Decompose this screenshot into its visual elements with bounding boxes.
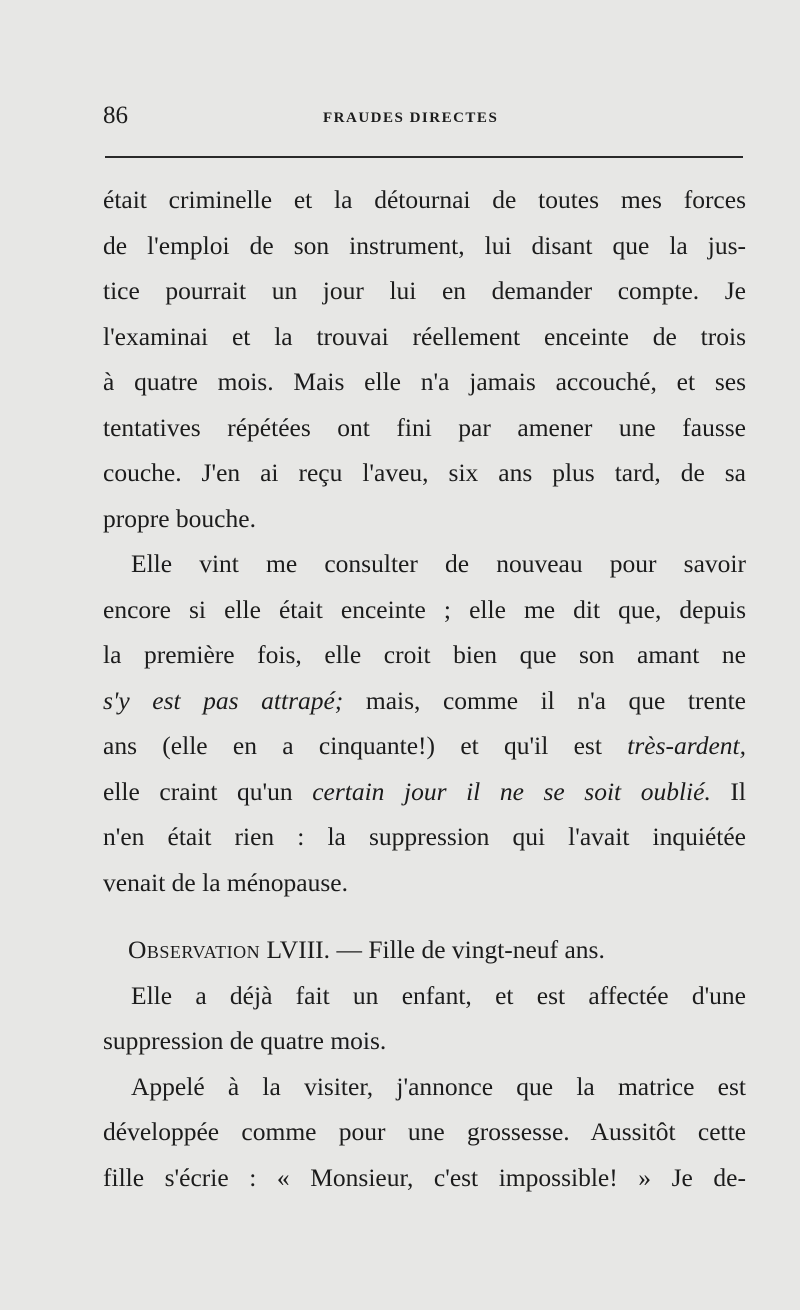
observation-title: — Fille de vingt-neuf ans. bbox=[330, 935, 605, 964]
text-line: la première fois, elle croit bien que son amant ne bbox=[103, 640, 746, 669]
text-line: de l'emploi de son instrument, lui disant que la jus- bbox=[103, 230, 746, 260]
observation-label: Observation bbox=[128, 935, 261, 964]
running-title: FRAUDES DIRECTES bbox=[323, 110, 499, 126]
header-rule bbox=[105, 156, 743, 158]
text-line: encore si elle était enceinte ; elle me dit que, depuis bbox=[103, 594, 746, 624]
text-line: tice pourrait un jour lui en demander compte. Je bbox=[103, 276, 746, 305]
page-number: 86 bbox=[103, 102, 128, 129]
observation-heading bbox=[103, 927, 746, 973]
text-line: tentatives répétées ont fini par amener une fausse bbox=[103, 412, 746, 442]
text-line: Elle a déjà fait un enfant, et est affectée d'une bbox=[131, 980, 746, 1010]
text-fragment: ans (elle en a cinquante!) et qu'il est bbox=[103, 731, 628, 760]
text-line bbox=[103, 769, 746, 815]
body-text bbox=[103, 177, 746, 905]
text-fragment: Il bbox=[710, 776, 746, 806]
text-line: n'en était rien : la suppression qui l'avait inquiétée bbox=[103, 822, 746, 851]
observation-section bbox=[103, 927, 746, 1200]
text-line: l'examinai et la trouvai réellement enceinte de trois bbox=[103, 321, 746, 351]
observation-number: LVIII. bbox=[260, 935, 331, 964]
text-line: à quatre mois. Mais elle n'a jamais accouché, et ses bbox=[103, 367, 746, 396]
text-line: Appelé à la visiter, j'annonce que la matrice est bbox=[131, 1071, 746, 1101]
text-line: développée comme pour une grossesse. Aussitôt cette bbox=[103, 1117, 746, 1146]
text-line bbox=[103, 723, 746, 769]
text-line: suppression de quatre mois. bbox=[103, 1026, 387, 1055]
italic-text: très-ardent, bbox=[627, 731, 746, 760]
text-line: fille s'écrie : « Monsieur, c'est impossible! » Je de- bbox=[103, 1162, 746, 1192]
text-fragment: mais, comme il n'a que trente bbox=[343, 685, 746, 715]
text-fragment: elle craint qu'un bbox=[103, 776, 313, 806]
text-line: propre bouche. bbox=[103, 503, 256, 533]
text-line: couche. J'en ai reçu l'aveu, six ans plus tard, de sa bbox=[103, 458, 746, 487]
text-line bbox=[103, 678, 746, 724]
text-line: venait de la ménopause. bbox=[103, 867, 348, 897]
text-line: était criminelle et la détournai de toutes mes forces bbox=[103, 185, 746, 214]
italic-text: s'y est pas attrapé; bbox=[103, 685, 344, 715]
italic-text: certain jour il ne se soit oublié. bbox=[312, 776, 711, 806]
text-line: Elle vint me consulter de nouveau pour savoir bbox=[131, 549, 746, 578]
page-header bbox=[103, 102, 743, 142]
